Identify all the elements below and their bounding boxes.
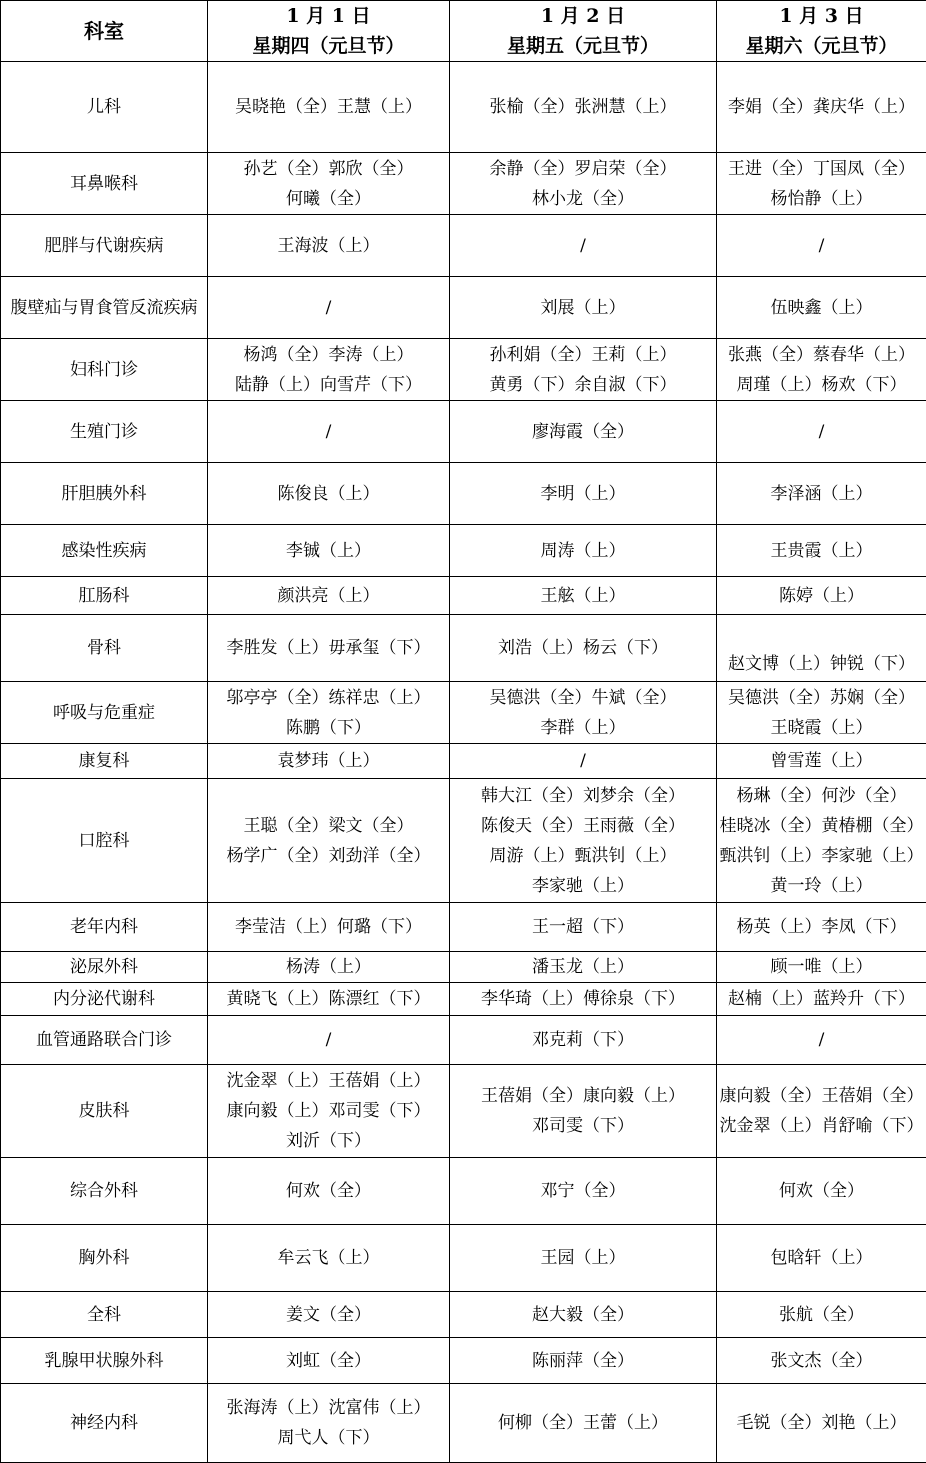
doctor-line: 廖海霞（全）	[452, 417, 714, 447]
table-row	[1, 615, 926, 682]
schedule-cell-day-3	[717, 983, 926, 1016]
doctor-line: 陈俊天（全）王雨薇（全）	[452, 811, 714, 841]
schedule-cell-day-2	[450, 682, 717, 744]
doctor-line: 赵楠（上）蓝羚升（下）	[719, 984, 924, 1014]
doctor-line: 杨琳（全）何沙（全）	[719, 781, 924, 811]
doctor-line: 黄一玲（上）	[719, 871, 924, 901]
doctor-line: 王蓓娟（全）康向毅（上）	[452, 1081, 714, 1111]
doctor-line: 邓司雯（下）	[452, 1111, 714, 1141]
schedule-cell-day-1	[208, 1338, 450, 1384]
schedule-cell-day-2	[450, 1016, 717, 1065]
schedule-cell-day-3	[717, 1384, 926, 1463]
dept-cell: 腹壁疝与胃食管反流疾病	[1, 277, 208, 339]
doctor-line: 沈金翠（上）肖舒喻（下）	[719, 1111, 924, 1141]
table-row	[1, 682, 926, 744]
doctor-line: 刘沂（下）	[210, 1126, 447, 1156]
doctor-line: 陈俊良（上）	[210, 479, 447, 509]
table-row	[1, 1384, 926, 1463]
schedule-cell-day-2	[450, 339, 717, 401]
doctor-line: 林小龙（全）	[452, 184, 714, 214]
doctor-line: 伍映鑫（上）	[719, 293, 924, 323]
doctor-line: 王贵霞（上）	[719, 536, 924, 566]
dept-cell: 口腔科	[1, 779, 208, 903]
dept-cell: 乳腺甲状腺外科	[1, 1338, 208, 1384]
table-row	[1, 952, 926, 983]
doctor-line: 康向毅（全）王蓓娟（全）	[719, 1081, 924, 1111]
schedule-cell-day-3	[717, 339, 926, 401]
table-row	[1, 525, 926, 577]
schedule-cell-day-1	[208, 1065, 450, 1158]
dept-cell: 耳鼻喉科	[1, 153, 208, 215]
doctor-line: 康向毅（上）邓司雯（下）	[210, 1096, 447, 1126]
doctor-line: 余静（全）罗启荣（全）	[452, 154, 714, 184]
schedule-cell-day-3	[717, 682, 926, 744]
doctor-line: 吴德洪（全）牛斌（全）	[452, 683, 714, 713]
schedule-cell-day-3	[717, 1065, 926, 1158]
header-date: 1 月 2 日	[452, 1, 714, 31]
schedule-cell-day-1	[208, 525, 450, 577]
schedule-cell-day-1	[208, 779, 450, 903]
doctor-line: 张航（全）	[719, 1300, 924, 1330]
schedule-cell-day-1	[208, 744, 450, 779]
dept-cell: 神经内科	[1, 1384, 208, 1463]
doctor-line: 王海波（上）	[210, 231, 447, 261]
doctor-line: 李胜发（上）毋承玺（下）	[210, 633, 447, 663]
dept-cell: 肝胆胰外科	[1, 463, 208, 525]
schedule-cell-day-2	[450, 779, 717, 903]
doctor-line: 包晗轩（上）	[719, 1243, 924, 1273]
doctor-line: 潘玉龙（上）	[452, 952, 714, 982]
schedule-cell-day-3	[717, 153, 926, 215]
doctor-line: 袁梦玮（上）	[210, 746, 447, 776]
dept-cell: 老年内科	[1, 903, 208, 952]
table-row	[1, 153, 926, 215]
schedule-cell-day-2	[450, 744, 717, 779]
doctor-line: /	[210, 293, 447, 323]
doctor-line: 李群（上）	[452, 713, 714, 743]
doctor-line: 韩大江（全）刘梦余（全）	[452, 781, 714, 811]
schedule-cell-day-1	[208, 339, 450, 401]
schedule-cell-day-2	[450, 903, 717, 952]
table-row	[1, 277, 926, 339]
doctor-line: /	[452, 231, 714, 261]
schedule-cell-day-2	[450, 463, 717, 525]
header-weekday: 星期六（元旦节）	[719, 31, 924, 61]
table-row	[1, 779, 926, 903]
schedule-cell-day-1	[208, 682, 450, 744]
doctor-line: /	[719, 1025, 924, 1055]
schedule-cell-day-3	[717, 779, 926, 903]
schedule-cell-day-3	[717, 577, 926, 615]
doctor-line: 邓克莉（下）	[452, 1025, 714, 1055]
table-row	[1, 401, 926, 463]
doctor-line: 赵文博（上）钟锐（下）	[719, 649, 924, 679]
doctor-line: 何欢（全）	[719, 1176, 924, 1206]
schedule-cell-day-1	[208, 153, 450, 215]
doctor-line: 张榆（全）张洲慧（上）	[452, 92, 714, 122]
dept-cell: 呼吸与危重症	[1, 682, 208, 744]
table-row	[1, 1225, 926, 1292]
doctor-line: /	[210, 1025, 447, 1055]
doctor-line: 刘展（上）	[452, 293, 714, 323]
table-row	[1, 1338, 926, 1384]
schedule-cell-day-2	[450, 983, 717, 1016]
header-row	[1, 1, 926, 62]
header-day-3	[717, 1, 926, 62]
schedule-cell-day-3	[717, 277, 926, 339]
doctor-line: 杨学广（全）刘劲洋（全）	[210, 841, 447, 871]
dept-cell: 胸外科	[1, 1225, 208, 1292]
table-row	[1, 1016, 926, 1065]
doctor-line: 姜文（全）	[210, 1300, 447, 1330]
table-row	[1, 339, 926, 401]
doctor-line: 李娟（全）龚庆华（上）	[719, 92, 924, 122]
doctor-line: 邬亭亭（全）练祥忠（上）	[210, 683, 447, 713]
table-row	[1, 1292, 926, 1338]
schedule-cell-day-3	[717, 1292, 926, 1338]
doctor-line: 陈丽萍（全）	[452, 1346, 714, 1376]
doctor-line: /	[452, 746, 714, 776]
dept-cell: 生殖门诊	[1, 401, 208, 463]
doctor-line: 王舷（上）	[452, 581, 714, 611]
header-weekday: 星期四（元旦节）	[210, 31, 447, 61]
doctor-line: 张燕（全）蔡春华（上）	[719, 340, 924, 370]
doctor-line: 李莹洁（上）何璐（下）	[210, 912, 447, 942]
schedule-cell-day-2	[450, 1292, 717, 1338]
schedule-cell-day-2	[450, 1065, 717, 1158]
doctor-line: 刘浩（上）杨云（下）	[452, 633, 714, 663]
dept-cell: 综合外科	[1, 1158, 208, 1225]
header-date: 1 月 1 日	[210, 1, 447, 31]
schedule-cell-day-1	[208, 903, 450, 952]
table-row	[1, 903, 926, 952]
doctor-line: 杨英（上）李凤（下）	[719, 912, 924, 942]
schedule-cell-day-1	[208, 1016, 450, 1065]
schedule-cell-day-2	[450, 1225, 717, 1292]
doctor-line: 曾雪莲（上）	[719, 746, 924, 776]
table-row	[1, 62, 926, 153]
schedule-cell-day-1	[208, 1225, 450, 1292]
schedule-cell-day-3	[717, 401, 926, 463]
dept-cell: 肛肠科	[1, 577, 208, 615]
doctor-line: 黄勇（下）余自淑（下）	[452, 370, 714, 400]
doctor-line: 甄洪钊（上）李家驰（上）	[719, 841, 924, 871]
doctor-line: 周瑾（上）杨欢（下）	[719, 370, 924, 400]
doctor-line: 周弋人（下）	[210, 1423, 447, 1453]
schedule-cell-day-1	[208, 401, 450, 463]
dept-cell: 康复科	[1, 744, 208, 779]
schedule-cell-day-2	[450, 153, 717, 215]
schedule-cell-day-3	[717, 744, 926, 779]
doctor-line: 陈鹏（下）	[210, 713, 447, 743]
schedule-cell-day-1	[208, 615, 450, 682]
schedule-cell-day-3	[717, 525, 926, 577]
schedule-cell-day-3	[717, 615, 926, 682]
schedule-cell-day-2	[450, 215, 717, 277]
doctor-line: 王进（全）丁国凤（全）	[719, 154, 924, 184]
dept-cell: 血管通路联合门诊	[1, 1016, 208, 1065]
header-day-2	[450, 1, 717, 62]
schedule-cell-day-1	[208, 277, 450, 339]
doctor-line: 李华琦（上）傅徐泉（下）	[452, 984, 714, 1014]
table-row	[1, 744, 926, 779]
dept-cell: 肥胖与代谢疾病	[1, 215, 208, 277]
dept-cell: 儿科	[1, 62, 208, 153]
header-day-1	[208, 1, 450, 62]
doctor-line: 王聪（全）梁文（全）	[210, 811, 447, 841]
doctor-line: 沈金翠（上）王蓓娟（上）	[210, 1066, 447, 1096]
doctor-line: 赵大毅（全）	[452, 1300, 714, 1330]
doctor-line: 李铖（上）	[210, 536, 447, 566]
doctor-line: /	[210, 417, 447, 447]
doctor-line: 桂晓冰（全）黄椿棚（全）	[719, 811, 924, 841]
header-date: 1 月 3 日	[719, 1, 924, 31]
doctor-line: 杨鸿（全）李涛（上）	[210, 340, 447, 370]
schedule-body	[1, 62, 926, 1463]
dept-cell: 皮肤科	[1, 1065, 208, 1158]
schedule-cell-day-2	[450, 401, 717, 463]
doctor-line: 周涛（上）	[452, 536, 714, 566]
doctor-line: 王晓霞（上）	[719, 713, 924, 743]
table-row	[1, 983, 926, 1016]
dept-cell: 内分泌代谢科	[1, 983, 208, 1016]
doctor-line: 王园（上）	[452, 1243, 714, 1273]
schedule-cell-day-3	[717, 62, 926, 153]
header-dept: 科室	[1, 1, 208, 62]
table-row	[1, 215, 926, 277]
dept-cell: 泌尿外科	[1, 952, 208, 983]
doctor-line: 何曦（全）	[210, 184, 447, 214]
doctor-line: 陈婷（上）	[719, 581, 924, 611]
schedule-cell-day-2	[450, 1384, 717, 1463]
doctor-line: 李明（上）	[452, 479, 714, 509]
table-row	[1, 1065, 926, 1158]
schedule-cell-day-2	[450, 952, 717, 983]
schedule-cell-day-1	[208, 463, 450, 525]
doctor-line: 何欢（全）	[210, 1176, 447, 1206]
doctor-line: 吴德洪（全）苏娴（全）	[719, 683, 924, 713]
schedule-cell-day-1	[208, 983, 450, 1016]
doctor-line: 邓宁（全）	[452, 1176, 714, 1206]
schedule-cell-day-1	[208, 62, 450, 153]
schedule-cell-day-3	[717, 1016, 926, 1065]
schedule-cell-day-3	[717, 1158, 926, 1225]
doctor-line: 黄晓飞（上）陈漂红（下）	[210, 984, 447, 1014]
schedule-cell-day-1	[208, 577, 450, 615]
doctor-line: /	[719, 231, 924, 261]
doctor-line: 吴晓艳（全）王慧（上）	[210, 92, 447, 122]
schedule-cell-day-3	[717, 952, 926, 983]
doctor-line: 李泽涵（上）	[719, 479, 924, 509]
doctor-line: 何柳（全）王蕾（上）	[452, 1408, 714, 1438]
schedule-cell-day-2	[450, 277, 717, 339]
schedule-cell-day-3	[717, 1338, 926, 1384]
doctor-line: 杨涛（上）	[210, 952, 447, 982]
doctor-line: 刘虹（全）	[210, 1346, 447, 1376]
doctor-line: /	[719, 417, 924, 447]
schedule-cell-day-2	[450, 1338, 717, 1384]
schedule-cell-day-2	[450, 1158, 717, 1225]
header-weekday: 星期五（元旦节）	[452, 31, 714, 61]
table-row	[1, 577, 926, 615]
doctor-line: 牟云飞（上）	[210, 1243, 447, 1273]
schedule-cell-day-1	[208, 952, 450, 983]
schedule-cell-day-3	[717, 463, 926, 525]
schedule-cell-day-1	[208, 1384, 450, 1463]
schedule-cell-day-1	[208, 1158, 450, 1225]
schedule-cell-day-3	[717, 903, 926, 952]
doctor-line: 顾一唯（上）	[719, 952, 924, 982]
doctor-line: 毛锐（全）刘艳（上）	[719, 1408, 924, 1438]
table-row	[1, 1158, 926, 1225]
dept-cell: 妇科门诊	[1, 339, 208, 401]
doctor-line: 颜洪亮（上）	[210, 581, 447, 611]
schedule-cell-day-3	[717, 215, 926, 277]
schedule-cell-day-2	[450, 62, 717, 153]
schedule-cell-day-3	[717, 1225, 926, 1292]
dept-cell: 全科	[1, 1292, 208, 1338]
doctor-line: 李家驰（上）	[452, 871, 714, 901]
schedule-cell-day-1	[208, 215, 450, 277]
doctor-line: 孙利娟（全）王莉（上）	[452, 340, 714, 370]
dept-cell: 感染性疾病	[1, 525, 208, 577]
doctor-line: 陆静（上）向雪芹（下）	[210, 370, 447, 400]
schedule-cell-day-1	[208, 1292, 450, 1338]
doctor-line: 杨怡静（上）	[719, 184, 924, 214]
dept-cell: 骨科	[1, 615, 208, 682]
doctor-line: 张文杰（全）	[719, 1346, 924, 1376]
doctor-line: 王一超（下）	[452, 912, 714, 942]
schedule-cell-day-2	[450, 525, 717, 577]
doctor-line: 周游（上）甄洪钊（上）	[452, 841, 714, 871]
schedule-cell-day-2	[450, 577, 717, 615]
doctor-line: 张海涛（上）沈富伟（上）	[210, 1393, 447, 1423]
table-row	[1, 463, 926, 525]
doctor-line: 孙艺（全）郭欣（全）	[210, 154, 447, 184]
schedule-cell-day-2	[450, 615, 717, 682]
